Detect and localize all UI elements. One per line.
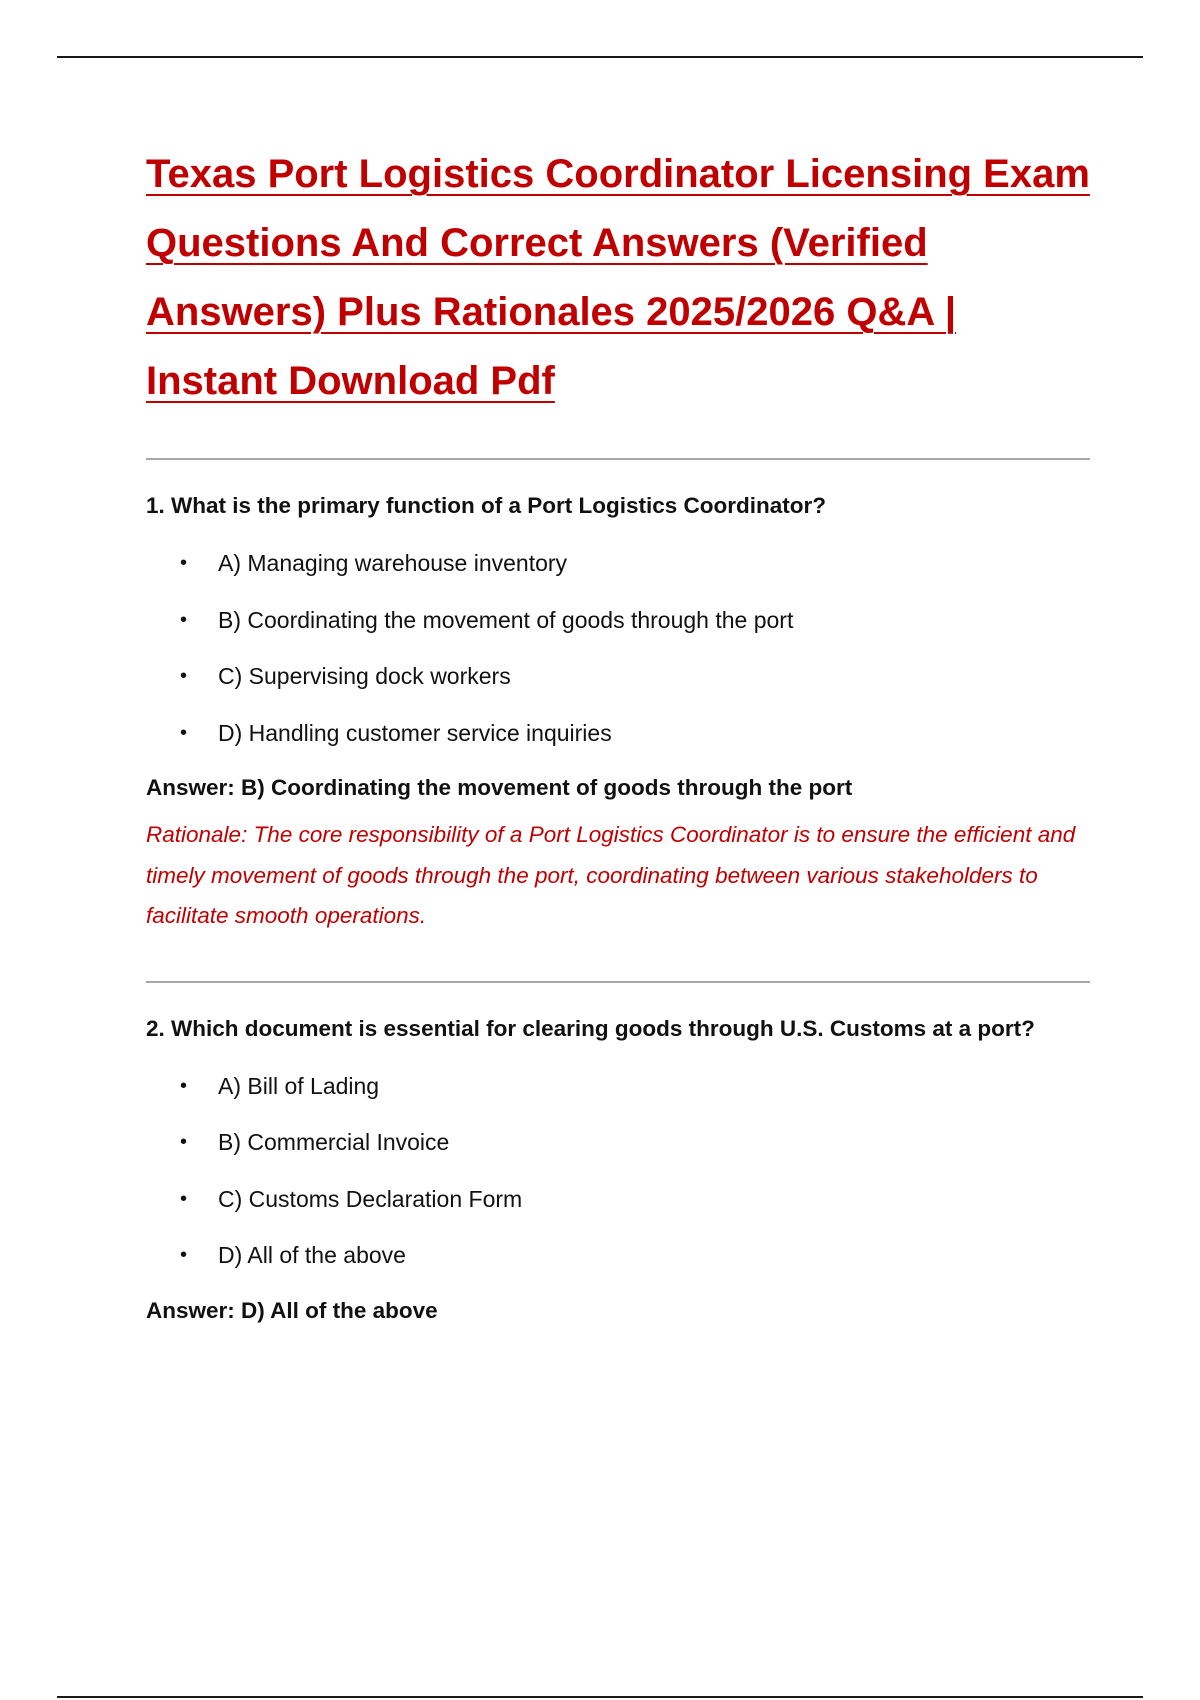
bullet-icon: • [180, 1131, 188, 1153]
question-text: 1. What is the primary function of a Port Logistics Coordinator? [146, 493, 827, 518]
option-item [146, 592, 1090, 649]
document-body [146, 140, 1090, 1336]
bullet-icon: • [180, 1074, 188, 1097]
option-list [146, 1058, 1090, 1284]
question-text: 2. Which document is essential for clearing goods through U.S. Customs at a port? [146, 1015, 1035, 1041]
page-bottom-rule [57, 1696, 1143, 1698]
option-label: D) Handling customer service inquiries [218, 719, 612, 746]
bullet-icon: • [180, 552, 188, 574]
option-label: B) Coordinating the movement of goods through the port [218, 606, 794, 633]
option-label: A) Managing warehouse inventory [218, 550, 568, 576]
bullet-icon: • [180, 608, 188, 631]
option-label: C) Customs Declaration Form [218, 1185, 523, 1212]
option-label: A) Bill of Lading [218, 1072, 380, 1099]
question-2 [146, 983, 1090, 1336]
document-title[interactable]: Texas Port Logistics Coordinator Licensing Exam Questions And Correct Answers (Verified Answers) Plus Rationales 2025/2026 Q&A | Instant Download Pdf [146, 152, 1090, 403]
page-top-rule [57, 56, 1143, 58]
question-1 [146, 460, 1090, 937]
answer-text: Answer: B) Coordinating the movement of goods through the port [146, 775, 853, 800]
bullet-icon: • [180, 1244, 188, 1266]
option-item [146, 705, 1090, 762]
bullet-icon: • [180, 721, 188, 744]
option-label: B) Commercial Invoice [218, 1129, 450, 1155]
option-item [146, 1171, 1090, 1228]
option-item [146, 648, 1090, 705]
rationale-text: Rationale: The core responsibility of a Port Logistics Coordinator is to ensure the efficient and timely movement of goods through the port, coordinating between various stakeholders to facilitate smooth operations. [146, 822, 1076, 928]
option-item [146, 1227, 1090, 1284]
bullet-icon: • [180, 1187, 188, 1210]
option-item [146, 1058, 1090, 1115]
option-list [146, 535, 1090, 761]
option-item [146, 535, 1090, 592]
answer-text: Answer: D) All of the above [146, 1297, 438, 1323]
option-label: C) Supervising dock workers [218, 663, 511, 689]
bullet-icon: • [180, 665, 188, 687]
option-item [146, 1114, 1090, 1171]
option-label: D) All of the above [218, 1242, 406, 1268]
